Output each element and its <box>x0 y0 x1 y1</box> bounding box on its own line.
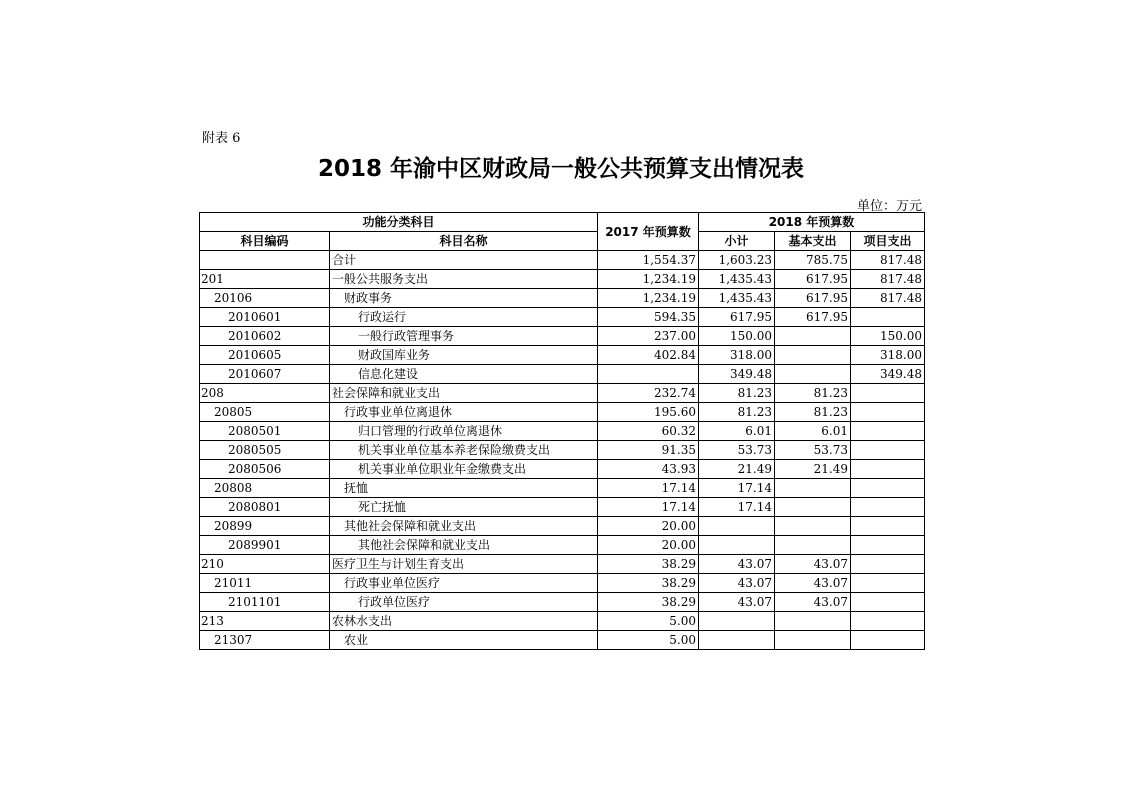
row-name-cell: 死亡抚恤 <box>330 498 598 517</box>
row-code-cell: 20808 <box>200 479 330 498</box>
row-basic-cell: 81.23 <box>775 403 851 422</box>
row-project-cell <box>851 574 925 593</box>
row-budget-2017-cell: 38.29 <box>598 555 699 574</box>
table-row <box>200 593 925 612</box>
table-row <box>200 289 925 308</box>
row-basic-cell: 21.49 <box>775 460 851 479</box>
row-budget-2017-cell: 43.93 <box>598 460 699 479</box>
row-project-cell: 349.48 <box>851 365 925 384</box>
row-project-cell: 817.48 <box>851 289 925 308</box>
row-code-cell: 21011 <box>200 574 330 593</box>
row-basic-cell <box>775 346 851 365</box>
row-name-cell: 一般行政管理事务 <box>330 327 598 346</box>
row-code-cell: 2089901 <box>200 536 330 555</box>
row-subtotal-cell <box>699 517 775 536</box>
row-project-cell <box>851 517 925 536</box>
row-basic-cell: 43.07 <box>775 574 851 593</box>
table-header <box>200 213 925 251</box>
row-basic-cell: 617.95 <box>775 289 851 308</box>
row-budget-2017-cell: 20.00 <box>598 536 699 555</box>
row-basic-cell: 617.95 <box>775 308 851 327</box>
row-project-cell <box>851 384 925 403</box>
row-project-cell: 817.48 <box>851 270 925 289</box>
row-budget-2017-cell: 5.00 <box>598 612 699 631</box>
table-row <box>200 308 925 327</box>
table-row <box>200 384 925 403</box>
row-subtotal-cell <box>699 536 775 555</box>
row-project-cell <box>851 612 925 631</box>
row-basic-cell: 6.01 <box>775 422 851 441</box>
table-row <box>200 555 925 574</box>
row-name-cell: 行政单位医疗 <box>330 593 598 612</box>
row-budget-2017-cell: 17.14 <box>598 479 699 498</box>
row-name-cell: 一般公共服务支出 <box>330 270 598 289</box>
row-project-cell: 150.00 <box>851 327 925 346</box>
row-basic-cell: 53.73 <box>775 441 851 460</box>
row-project-cell <box>851 498 925 517</box>
row-name-cell: 社会保障和就业支出 <box>330 384 598 403</box>
row-subtotal-cell: 17.14 <box>699 479 775 498</box>
row-name-cell: 信息化建设 <box>330 365 598 384</box>
row-code-cell: 210 <box>200 555 330 574</box>
row-budget-2017-cell: 5.00 <box>598 631 699 650</box>
row-budget-2017-cell: 232.74 <box>598 384 699 403</box>
row-name-cell: 行政事业单位医疗 <box>330 574 598 593</box>
row-name-cell: 医疗卫生与计划生育支出 <box>330 555 598 574</box>
row-name-cell: 财政国库业务 <box>330 346 598 365</box>
row-project-cell <box>851 460 925 479</box>
row-subtotal-cell: 1,435.43 <box>699 289 775 308</box>
budget-table <box>199 212 925 650</box>
row-code-cell: 2080505 <box>200 441 330 460</box>
row-project-cell: 318.00 <box>851 346 925 365</box>
row-project-cell <box>851 308 925 327</box>
row-budget-2017-cell: 237.00 <box>598 327 699 346</box>
row-name-cell: 行政事业单位离退休 <box>330 403 598 422</box>
page-title: 2018 年渝中区财政局一般公共预算支出情况表 <box>317 156 805 182</box>
row-code-cell: 2080501 <box>200 422 330 441</box>
row-project-cell <box>851 536 925 555</box>
table-row <box>200 517 925 536</box>
row-budget-2017-cell: 38.29 <box>598 593 699 612</box>
row-basic-cell <box>775 612 851 631</box>
table-row <box>200 536 925 555</box>
row-budget-2017-cell: 594.35 <box>598 308 699 327</box>
row-name-cell: 财政事务 <box>330 289 598 308</box>
row-code-cell: 201 <box>200 270 330 289</box>
row-basic-cell <box>775 479 851 498</box>
row-code-cell: 21307 <box>200 631 330 650</box>
row-budget-2017-cell: 20.00 <box>598 517 699 536</box>
unit-label: 单位：万元 <box>856 199 922 214</box>
row-subtotal-cell: 53.73 <box>699 441 775 460</box>
row-code-cell: 2010607 <box>200 365 330 384</box>
row-subtotal-cell: 318.00 <box>699 346 775 365</box>
row-subtotal-cell: 17.14 <box>699 498 775 517</box>
table-row <box>200 327 925 346</box>
table-row <box>200 574 925 593</box>
row-code-cell: 2010601 <box>200 308 330 327</box>
row-code-cell <box>200 251 330 270</box>
row-basic-cell: 43.07 <box>775 593 851 612</box>
header-code: 科目编码 <box>200 232 330 251</box>
row-budget-2017-cell: 1,554.37 <box>598 251 699 270</box>
table-row <box>200 422 925 441</box>
row-basic-cell: 785.75 <box>775 251 851 270</box>
table-row <box>200 251 925 270</box>
table-row <box>200 365 925 384</box>
table-row <box>200 479 925 498</box>
row-basic-cell <box>775 536 851 555</box>
table-row <box>200 498 925 517</box>
row-code-cell: 20805 <box>200 403 330 422</box>
row-subtotal-cell: 81.23 <box>699 403 775 422</box>
row-project-cell: 817.48 <box>851 251 925 270</box>
row-subtotal-cell: 6.01 <box>699 422 775 441</box>
row-project-cell <box>851 479 925 498</box>
table-row <box>200 346 925 365</box>
row-basic-cell <box>775 498 851 517</box>
row-budget-2017-cell: 60.32 <box>598 422 699 441</box>
row-code-cell: 2080801 <box>200 498 330 517</box>
table-row <box>200 403 925 422</box>
row-code-cell: 213 <box>200 612 330 631</box>
row-basic-cell <box>775 365 851 384</box>
row-basic-cell <box>775 517 851 536</box>
row-basic-cell <box>775 327 851 346</box>
row-budget-2017-cell <box>598 365 699 384</box>
header-budget-2018: 2018 年预算数 <box>699 213 925 232</box>
row-subtotal-cell: 1,603.23 <box>699 251 775 270</box>
row-name-cell: 归口管理的行政单位离退休 <box>330 422 598 441</box>
table-row <box>200 441 925 460</box>
row-project-cell <box>851 422 925 441</box>
row-subtotal-cell <box>699 612 775 631</box>
row-code-cell: 2010605 <box>200 346 330 365</box>
row-name-cell: 合计 <box>330 251 598 270</box>
row-budget-2017-cell: 402.84 <box>598 346 699 365</box>
row-subtotal-cell: 349.48 <box>699 365 775 384</box>
row-basic-cell: 81.23 <box>775 384 851 403</box>
header-project: 项目支出 <box>851 232 925 251</box>
row-project-cell <box>851 593 925 612</box>
table-row <box>200 631 925 650</box>
row-subtotal-cell <box>699 631 775 650</box>
attachment-label: 附表 6 <box>202 131 241 146</box>
row-name-cell: 其他社会保障和就业支出 <box>330 536 598 555</box>
row-project-cell <box>851 555 925 574</box>
row-name-cell: 抚恤 <box>330 479 598 498</box>
header-subtotal: 小计 <box>699 232 775 251</box>
row-name-cell: 农林水支出 <box>330 612 598 631</box>
row-budget-2017-cell: 1,234.19 <box>598 270 699 289</box>
row-budget-2017-cell: 91.35 <box>598 441 699 460</box>
row-project-cell <box>851 403 925 422</box>
row-code-cell: 208 <box>200 384 330 403</box>
row-project-cell <box>851 441 925 460</box>
table-row <box>200 460 925 479</box>
row-name-cell: 机关事业单位职业年金缴费支出 <box>330 460 598 479</box>
header-budget-2017: 2017 年预算数 <box>598 213 699 251</box>
row-code-cell: 2101101 <box>200 593 330 612</box>
row-code-cell: 2010602 <box>200 327 330 346</box>
header-name: 科目名称 <box>330 232 598 251</box>
table-row <box>200 612 925 631</box>
row-code-cell: 20899 <box>200 517 330 536</box>
row-budget-2017-cell: 38.29 <box>598 574 699 593</box>
row-subtotal-cell: 43.07 <box>699 555 775 574</box>
row-subtotal-cell: 150.00 <box>699 327 775 346</box>
row-name-cell: 农业 <box>330 631 598 650</box>
row-name-cell: 行政运行 <box>330 308 598 327</box>
table-row <box>200 270 925 289</box>
row-budget-2017-cell: 195.60 <box>598 403 699 422</box>
row-code-cell: 2080506 <box>200 460 330 479</box>
header-basic: 基本支出 <box>775 232 851 251</box>
row-subtotal-cell: 81.23 <box>699 384 775 403</box>
row-project-cell <box>851 631 925 650</box>
row-name-cell: 机关事业单位基本养老保险缴费支出 <box>330 441 598 460</box>
row-subtotal-cell: 617.95 <box>699 308 775 327</box>
row-name-cell: 其他社会保障和就业支出 <box>330 517 598 536</box>
row-budget-2017-cell: 1,234.19 <box>598 289 699 308</box>
row-subtotal-cell: 21.49 <box>699 460 775 479</box>
header-functional-category: 功能分类科目 <box>200 213 598 232</box>
row-subtotal-cell: 43.07 <box>699 593 775 612</box>
row-basic-cell: 617.95 <box>775 270 851 289</box>
row-code-cell: 20106 <box>200 289 330 308</box>
row-budget-2017-cell: 17.14 <box>598 498 699 517</box>
row-subtotal-cell: 1,435.43 <box>699 270 775 289</box>
table-body <box>200 251 925 650</box>
row-basic-cell: 43.07 <box>775 555 851 574</box>
row-basic-cell <box>775 631 851 650</box>
row-subtotal-cell: 43.07 <box>699 574 775 593</box>
